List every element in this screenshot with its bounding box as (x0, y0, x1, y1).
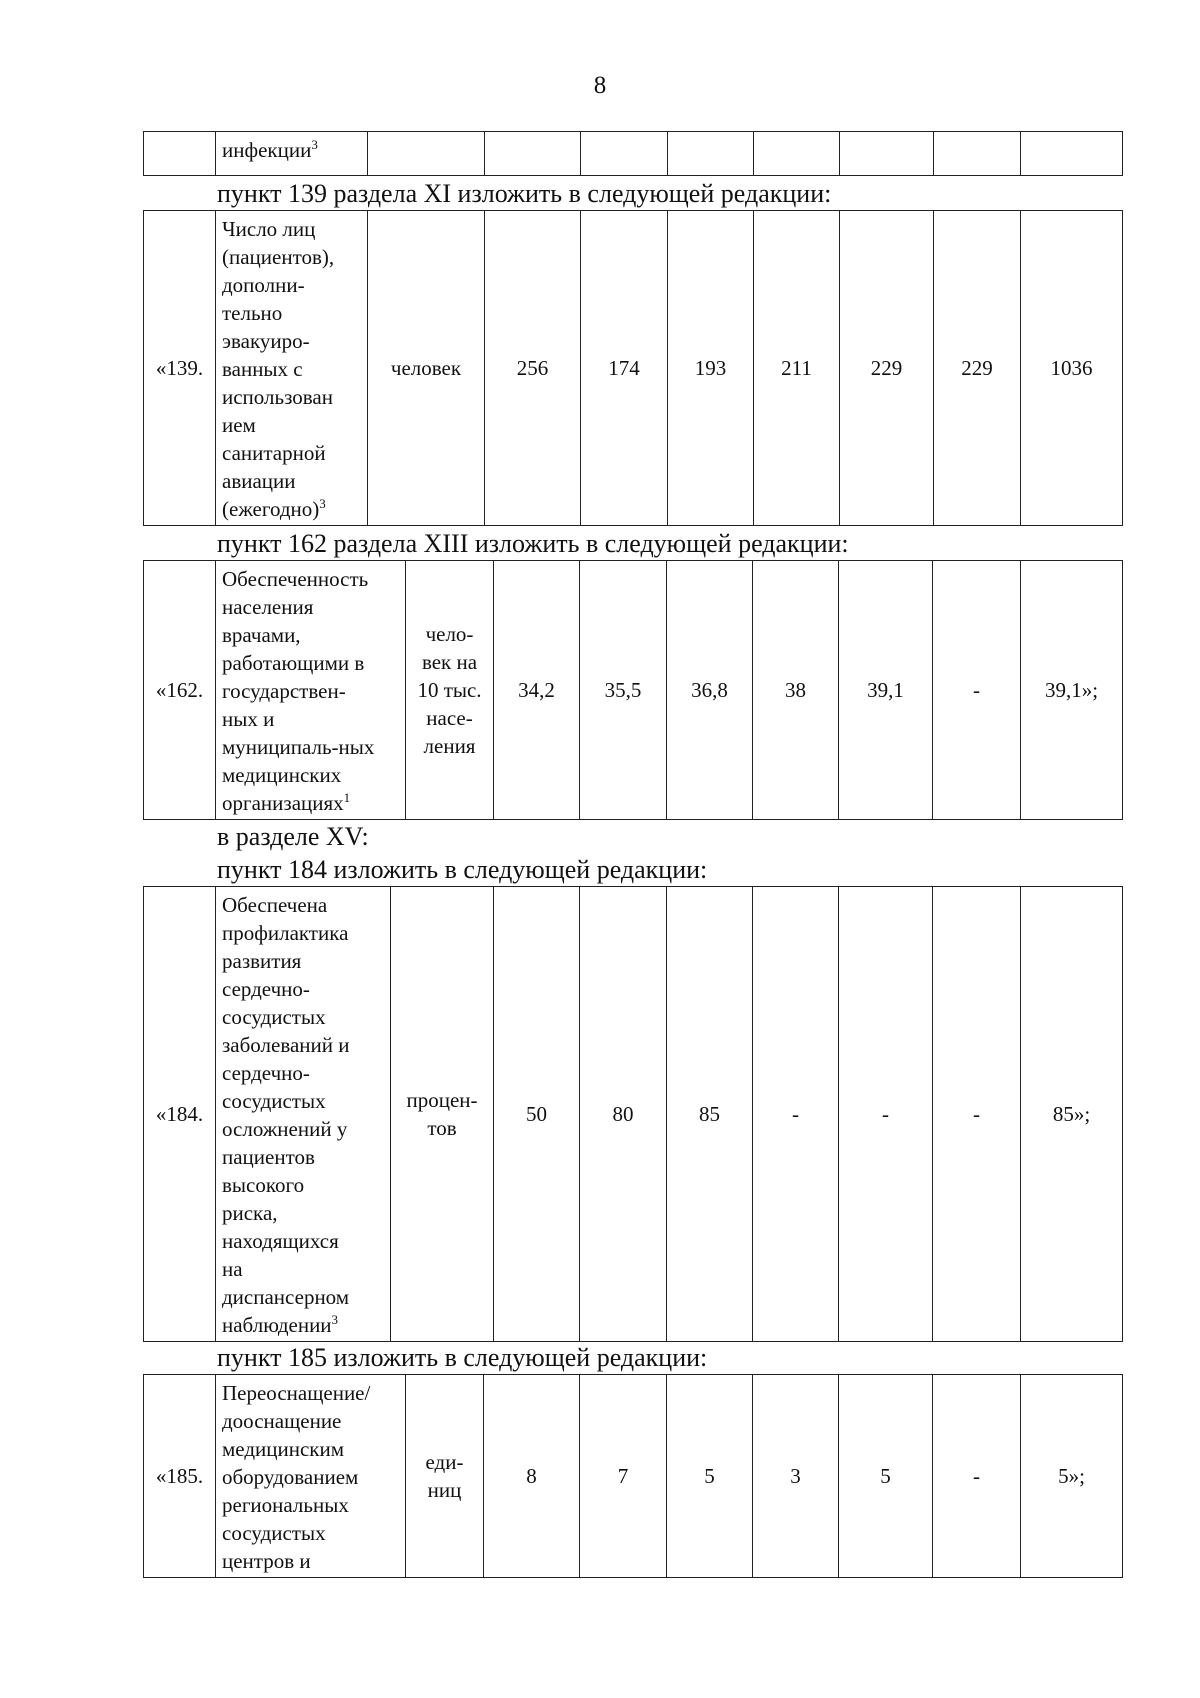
table-row (144, 887, 1123, 1342)
amendment-instruction-185: пункт 185 изложить в следующей редакции: (217, 1343, 708, 1372)
unit-cell (368, 132, 485, 176)
row-number-cell: «185. (144, 1375, 216, 1578)
description-cell: Переоснащение/ дооснащение медицинским оборудованием региональных сосудистых центров и (216, 1375, 406, 1578)
value-cell (485, 132, 581, 176)
description-cell: инфекции$^3$ (216, 132, 368, 176)
value-cell: - (933, 887, 1021, 1342)
value-cell: 85»; (1021, 887, 1123, 1342)
table-item-184 (143, 886, 1123, 1342)
unit-cell: процен- тов (391, 887, 494, 1342)
value-cell: 229 (840, 211, 934, 526)
value-cell: 174 (581, 211, 668, 526)
unit-cell: чело- век на 10 тыс. насе- ления (406, 561, 494, 820)
description-cell: Обеспеченность населения врачами, работающими в государствен- ных и муниципаль-ных медицинских организациях$^1$ (216, 561, 406, 820)
row-number-cell: «162. (144, 561, 216, 820)
value-cell (840, 132, 934, 176)
table-item-162 (143, 560, 1123, 820)
description-cell: Число лиц (пациентов), дополни- тельно эвакуиро- ванных с использован ием санитарной авиации (ежегодно)$^3$ (216, 211, 368, 526)
value-cell: 1036 (1021, 211, 1123, 526)
value-cell: 8 (484, 1375, 580, 1578)
value-cell (754, 132, 840, 176)
value-cell: - (933, 1375, 1021, 1578)
table-item-139 (143, 210, 1123, 526)
value-cell: 229 (934, 211, 1021, 526)
value-cell: - (753, 887, 839, 1342)
value-cell: 3 (753, 1375, 839, 1578)
value-cell: - (839, 887, 933, 1342)
table-row (144, 132, 1123, 176)
row-number-cell: «139. (144, 211, 216, 526)
amendment-instruction-184: пункт 184 изложить в следующей редакции: (217, 855, 708, 884)
value-cell (934, 132, 1021, 176)
table-row (144, 1375, 1123, 1578)
amendment-instruction-162: пункт 162 раздела XIII изложить в следующей редакции: (217, 529, 849, 558)
value-cell: 34,2 (494, 561, 580, 820)
table-row (144, 211, 1123, 526)
row-number-cell: «184. (144, 887, 216, 1342)
value-cell: 85 (667, 887, 753, 1342)
value-cell: 39,1»; (1021, 561, 1123, 820)
table-row (144, 561, 1123, 820)
value-cell: 256 (485, 211, 581, 526)
value-cell (581, 132, 668, 176)
value-cell: 80 (580, 887, 667, 1342)
value-cell: 7 (580, 1375, 667, 1578)
value-cell: - (933, 561, 1021, 820)
amendment-instruction-139: пункт 139 раздела XI изложить в следующей редакции: (217, 179, 832, 208)
value-cell: 38 (753, 561, 839, 820)
value-cell: 39,1 (839, 561, 933, 820)
unit-cell: еди- ниц (406, 1375, 484, 1578)
value-cell (668, 132, 754, 176)
row-number-cell (144, 132, 216, 176)
value-cell: 193 (668, 211, 754, 526)
page-number: 8 (593, 72, 607, 99)
value-cell: 35,5 (580, 561, 667, 820)
value-cell: 5 (667, 1375, 753, 1578)
section-heading-xv: в разделе XV: (217, 822, 369, 851)
value-cell: 50 (494, 887, 580, 1342)
table-item-185 (143, 1374, 1123, 1578)
value-cell: 211 (754, 211, 840, 526)
unit-cell: человек (368, 211, 485, 526)
value-cell: 5 (839, 1375, 933, 1578)
description-cell: Обеспечена профилактика развития сердечно- сосудистых заболеваний и сердечно- сосудистых осложнений у пациентов высокого риска, находящихся на диспансерном наблюдении$^3$ (216, 887, 391, 1342)
value-cell: 5»; (1021, 1375, 1123, 1578)
table-continuation (143, 131, 1123, 176)
value-cell (1021, 132, 1123, 176)
value-cell: 36,8 (667, 561, 753, 820)
